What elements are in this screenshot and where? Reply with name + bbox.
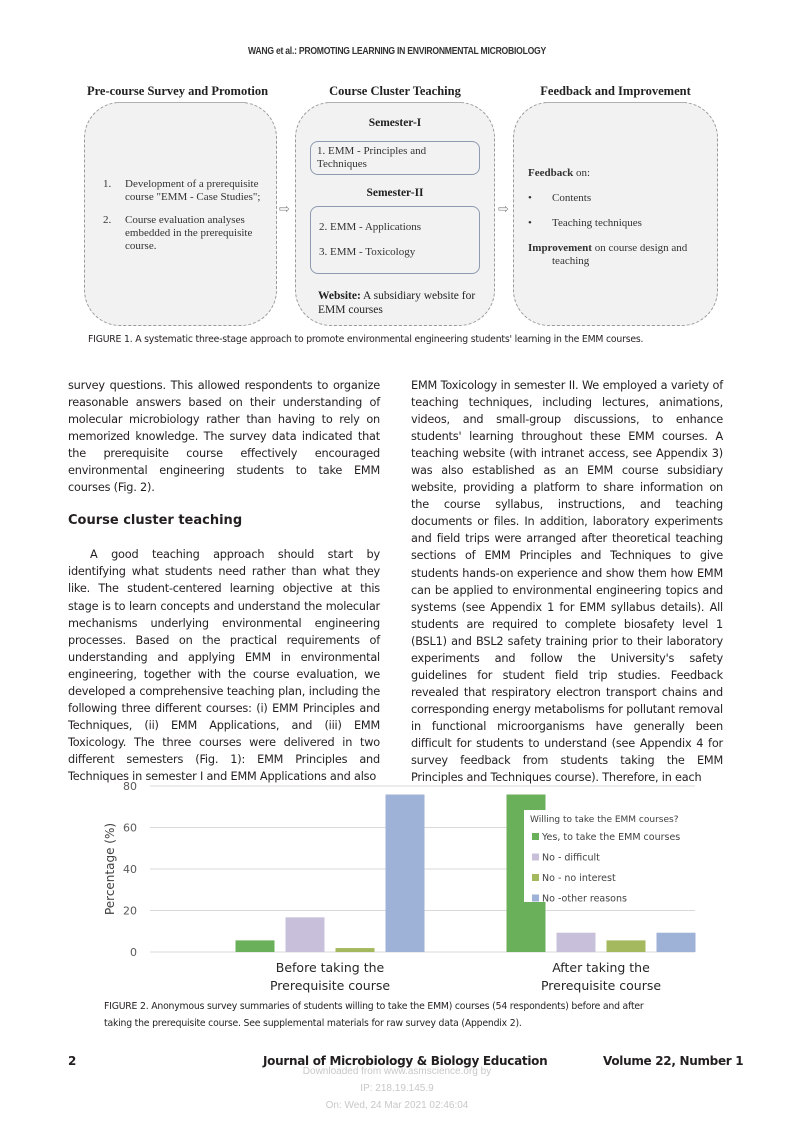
watermark-line: Downloaded from www.asmscience.org by (302, 1066, 492, 1077)
website-text: A subsidiary website for EMM courses (318, 290, 476, 316)
y-axis-label: Percentage (%) (103, 822, 117, 916)
legend-label: No -other reasons (542, 893, 627, 905)
bar (607, 940, 646, 952)
x-tick-label: Before taking the (275, 960, 385, 975)
y-tick-label: 60 (123, 821, 137, 835)
y-tick-label: 40 (123, 863, 137, 876)
left-column (68, 377, 380, 785)
bar (336, 948, 375, 952)
legend-swatch (532, 895, 539, 902)
journal-name: Journal of Microbiology & Biology Education (263, 1054, 548, 1068)
item-number: 1. (103, 178, 112, 190)
watermark-line: IP: 218.19.145.9 (360, 1083, 434, 1094)
legend-swatch (532, 833, 539, 840)
legend-label: No - no interest (542, 873, 616, 884)
bar (236, 940, 275, 952)
precourse-list (103, 178, 262, 263)
semester-2-title: Semester-II (366, 187, 424, 199)
figure-2-caption-line-2: taking the prerequisite course. See supplemental materials for raw survey data (Appendix 2). (104, 1018, 522, 1029)
course-item: 2. EMM - Applications (319, 221, 422, 233)
website-label: Website: (318, 290, 361, 302)
paragraph: A good teaching approach should start by identifying what students need rather than what they like. The student-centered learning objective at this stage is to learn concepts and understand the molecular mechanisms underlying environmental engineering processes. Based on the practical requirements of understanding and applying EMM in environmental engineering, together with the course evaluation, we developed a comprehensive teaching plan, including the following three different courses: (i) EMM Principles and Techniques, (ii) EMM Applications, and (iii) EMM Toxicology. The three courses were delivered in two different semesters (Fig. 1): EMM Principles and Techniques in semester I and EMM Applications and also (68, 548, 380, 783)
stage-box-precourse (84, 102, 277, 326)
legend-title: Willing to take the EMM courses? (530, 815, 679, 825)
y-tick-label: 0 (130, 946, 137, 959)
paragraph: survey questions. This allowed respondents to organize reasonable answers based on their understanding of molecular microbiology rather than having to rely on memorized knowledge. The survey data indicated that the prerequisite course effectively encouraged environmental engineering students to take EMM courses (Fig. 2). (68, 379, 380, 495)
x-tick-label: Prerequisite course (269, 978, 391, 993)
stage-title-precourse: Pre-course Survey and Promotion (86, 84, 269, 98)
bar (386, 795, 425, 952)
improvement-note (528, 242, 712, 268)
semester-1-title: Semester-I (368, 117, 422, 129)
feedback-heading (528, 167, 707, 180)
right-column (411, 377, 723, 786)
section-heading: Course cluster teaching (68, 513, 243, 529)
bullet-icon: • (528, 217, 532, 229)
stage-title-cluster: Course Cluster Teaching (329, 84, 461, 98)
semester-1-box (310, 141, 480, 175)
semester-2-box (310, 206, 480, 274)
y-tick-label: 80 (123, 780, 137, 793)
page-number: 2 (68, 1054, 77, 1068)
legend-swatch (532, 874, 539, 881)
x-tick-label: Prerequisite course (540, 978, 662, 993)
bar (286, 917, 325, 952)
x-tick-label: After taking the (552, 960, 650, 975)
precourse-item (103, 178, 262, 204)
improvement-label: Improvement (528, 242, 592, 254)
precourse-item (103, 214, 262, 253)
item-text: Development of a prerequisite course "EMM - Case Studies"; (125, 178, 261, 203)
feedback-item (528, 217, 707, 230)
figure-2-caption-line-1: FIGURE 2. Anonymous survey summaries of students willing to take the EMM) courses (54 respondents) before and after (104, 1001, 644, 1012)
feedback-item-text: Contents (552, 192, 592, 204)
website-note (318, 289, 480, 317)
figure-1 (80, 80, 720, 330)
y-tick-label: 20 (123, 904, 137, 918)
course-item: 3. EMM - Toxicology (319, 246, 416, 258)
arrow-right-icon: ⇨ (498, 202, 509, 217)
figure-1-caption: FIGURE 1. A systematic three-stage approach to promote environmental engineering students' learning in the EMM courses. (88, 334, 644, 345)
bullet-icon: • (528, 192, 532, 204)
bar (657, 933, 696, 952)
volume-number: Volume 22, Number 1 (603, 1054, 744, 1068)
arrow-right-icon: ⇨ (279, 202, 290, 217)
item-text: Course evaluation analyses embedded in the prerequisite course. (125, 214, 253, 252)
watermark-line: On: Wed, 24 Mar 2021 02:46:04 (325, 1100, 469, 1111)
bar (557, 933, 596, 952)
improvement-text: on course design and teaching (552, 242, 688, 267)
legend-label: No - difficult (542, 852, 600, 864)
bar-chart (95, 772, 705, 997)
course-item: 1. EMM - Principles and Techniques (317, 145, 427, 170)
running-head: WANG et al.: PROMOTING LEARNING IN ENVIRONMENTAL MICROBIOLOGY (248, 45, 546, 57)
feedback-item-text: Teaching techniques (552, 217, 642, 229)
feedback-suffix: on: (573, 167, 591, 179)
legend-label: Yes, to take the EMM courses (542, 832, 681, 843)
stage-title-feedback: Feedback and Improvement (540, 84, 691, 98)
figure-2-chart (95, 772, 705, 997)
feedback-label: Feedback (528, 167, 574, 179)
stage-box-cluster (295, 102, 495, 326)
paragraph: EMM Toxicology in semester II. We employed a variety of teaching techniques, including lectures, animations, videos, and small-group discussions, to enhance students' learning throughout these EMM courses. A teaching website (with intranet access, see Appendix 3) was also established as an EMM course subsidiary website, providing a platform to share information on the course syllabus, instructions, and teaching documents or files. In addition, laboratory experiments and field trips were arranged after theoretical teaching sections of EMM Principles and Techniques to give students hands-on experience and show them how EMM can be applied to environmental engineering topics and systems (see Appendix 1 for EMM syllabus details). All students are required to complete biosafety level 1 (BSL1) and BSL2 safety training prior to their laboratory experiments and follow the University's safety guidelines for student field trip studies. Feedback revealed that respiratory electron transport chains and corresponding energy metabolisms for pollutant removal in functional microorganisms have generally been difficult for students to understand (see Appendix 4 for survey feedback from students taking the EMM Principles and Techniques course). Therefore, in each (411, 379, 723, 785)
feedback-item (528, 192, 707, 205)
stage-box-feedback (513, 102, 718, 326)
legend-swatch (532, 854, 539, 861)
item-number: 2. (103, 214, 112, 226)
